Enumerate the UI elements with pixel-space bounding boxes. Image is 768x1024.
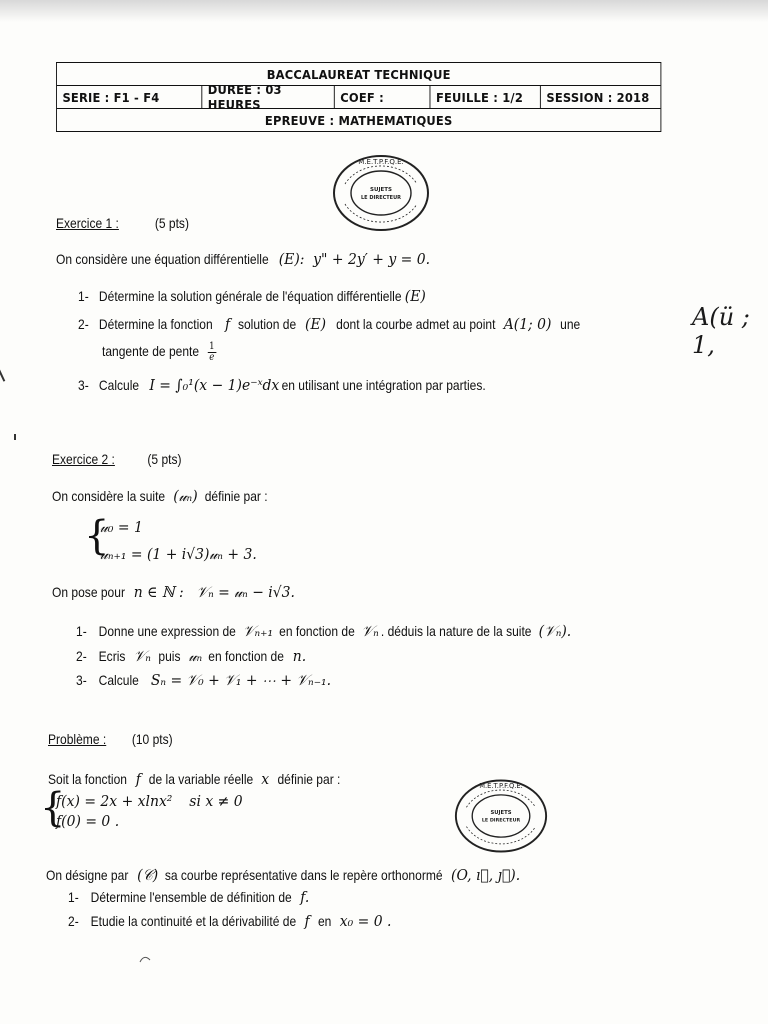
- problem-heading-line: [48, 730, 173, 748]
- exercise2-q2-c: en fonction de: [208, 648, 284, 664]
- exercise1-q2-b: solution de: [237, 316, 297, 332]
- exercise1-q1-text: Détermine la solution générale de l'équation différentielle: [98, 288, 402, 304]
- exam-header-table: [56, 62, 661, 132]
- exercise1-q3: [78, 376, 486, 394]
- slope-fraction: [208, 342, 217, 363]
- exercise2-pose-eq: 𝒱ₙ = 𝓊ₙ − i√3.: [196, 583, 296, 601]
- exercise2-pose-set: n ∈ ℕ :: [133, 583, 184, 601]
- header-title: BACCALAUREAT TECHNIQUE: [266, 66, 451, 82]
- exercise1-intro-line: [56, 250, 430, 268]
- exercise1-q1-num: 1-: [78, 288, 89, 304]
- exercise2-sys1-line: [100, 518, 143, 536]
- exercise1-eq-label: (E):: [278, 250, 305, 268]
- exercise1-q2-f: f: [224, 315, 230, 333]
- problem-q2: [68, 912, 392, 930]
- problem-system-brace: {: [40, 785, 66, 831]
- exercise1-points: (5 pts): [154, 215, 189, 231]
- exercise2-intro-b: définie par :: [204, 488, 268, 504]
- stamp-line2: LE DIRECTEUR: [360, 195, 402, 201]
- exercise2-sys1: 𝓊₀ = 1: [100, 518, 143, 536]
- problem-intro-c: définie par :: [277, 771, 341, 787]
- stamp2-line2: LE DIRECTEUR: [481, 818, 521, 824]
- problem-curve-line: [46, 866, 521, 884]
- problem-q1-f: f.: [300, 888, 310, 906]
- problem-intro-x: x: [261, 770, 270, 788]
- problem-points: (10 pts): [131, 731, 173, 747]
- scan-shadow: [0, 0, 768, 22]
- exercise2-q3-num: 3-: [76, 672, 87, 688]
- exercise2-seq: (𝓊ₙ): [173, 487, 199, 505]
- official-stamp-2: [453, 776, 549, 856]
- exercise1-q3-num: 3-: [78, 377, 89, 393]
- exercise2-q1: [76, 622, 571, 640]
- problem-q1-a: Détermine l'ensemble de définition de: [90, 889, 292, 905]
- exercise2-q1-v1: 𝒱ₙ₊₁: [242, 622, 273, 640]
- system-brace: {: [84, 513, 110, 559]
- exercise1-q2-eq: (E): [304, 315, 326, 333]
- exercise2-pose-line: [52, 583, 296, 601]
- exercise2-q1-v3: (𝒱ₙ).: [538, 622, 571, 640]
- header-epreuve: EPREUVE : MATHEMATIQUES: [264, 112, 453, 128]
- header-duree: DUREE : 03 HEURES: [202, 86, 334, 108]
- problem-q1-num: 1-: [68, 889, 79, 905]
- exercise2-q1-a: Donne une expression de: [98, 623, 236, 639]
- exercise2-q1-num: 1-: [76, 623, 87, 639]
- exercise2-points: (5 pts): [147, 451, 182, 467]
- header-session: SESSION : 2018: [546, 89, 650, 105]
- official-stamp: [331, 154, 431, 232]
- problem-curve-a: On désigne par: [46, 867, 129, 883]
- exercise2-heading: Exercice 2 :: [52, 451, 115, 467]
- problem-intro-f: f: [135, 770, 141, 788]
- stamp-line1: SUJETS: [370, 187, 392, 193]
- exercise1-q1-eq: (E): [404, 287, 426, 305]
- scan-smudge: [138, 954, 152, 964]
- exercise1-q3-b: en utilisant une intégration par parties.: [281, 377, 486, 393]
- exercise2-q3-a: Calcule: [98, 672, 139, 688]
- exercise2-q2-v: 𝒱ₙ: [133, 647, 152, 665]
- exercise2-intro-line: [52, 487, 268, 505]
- problem-q2-x: x₀ = 0 .: [339, 912, 392, 930]
- header-serie: SERIE : F1 - F4: [57, 86, 202, 108]
- slope-numerator: 1: [209, 341, 215, 352]
- header-info-row: [57, 82, 661, 112]
- stamp2-ring-text: M.E.T.P.F.Q.E.: [479, 782, 523, 791]
- exercise1-q2-d: une: [560, 316, 581, 332]
- exercise2-q2-num: 2-: [76, 648, 87, 664]
- problem-intro-a: Soit la fonction: [48, 771, 127, 787]
- exercise1-equation: y" + 2y′ + y = 0.: [312, 250, 430, 268]
- problem-sys1-line: [56, 792, 243, 810]
- exercise2-q2-a: Ecris: [98, 648, 126, 664]
- problem-intro-b: de la variable réelle: [148, 771, 254, 787]
- exercise2-q2-b: puis: [158, 648, 181, 664]
- exercise2-q1-b: en fonction de: [279, 623, 355, 639]
- exercise1-q2-num: 2-: [78, 316, 89, 332]
- exercise2-q1-c: . déduis la nature de la suite: [380, 623, 532, 639]
- problem-q2-num: 2-: [68, 913, 79, 929]
- problem-sys2: f(0) = 0 .: [56, 812, 120, 830]
- exercise1-q3-a: Calcule: [98, 377, 140, 393]
- exercise2-sys2: 𝓊ₙ₊₁ = (1 + i√3)𝓊ₙ + 3.: [100, 545, 257, 563]
- exercise2-intro-a: On considère la suite: [52, 488, 166, 504]
- header-feuille: FEUILLE : 1/2: [430, 86, 540, 108]
- header-epreuve-row: [57, 109, 661, 131]
- problem-heading: Problème :: [48, 731, 107, 747]
- exercise1-heading-line: [56, 214, 189, 232]
- exercise1-q2-slope-line: [102, 342, 216, 363]
- exercise2-q3: [76, 671, 332, 689]
- problem-q2-b: en: [317, 913, 332, 929]
- exercise1-intro: On considère une équation différentielle: [56, 251, 269, 267]
- problem-q1: [68, 888, 309, 906]
- exercise1-q3-integral: I = ∫₀¹(x − 1)e⁻ˣdx: [149, 376, 280, 394]
- exercise2-q2-u: 𝓊ₙ: [189, 647, 203, 665]
- exercise1-q2-point: A(1; 0): [503, 315, 552, 333]
- scan-mark: [0, 366, 5, 381]
- header-title-row: [57, 63, 661, 86]
- handwritten-note: A(ü ; 1,: [692, 303, 750, 359]
- exercise1-q2-e: tangente de pente: [102, 343, 200, 360]
- exercise2-q2-n: n.: [292, 647, 306, 665]
- exercise1-q2-c: dont la courbe admet au point: [336, 316, 496, 332]
- exercise2-sys2-line: [100, 545, 257, 563]
- exercise2-q2: [76, 647, 305, 665]
- stamp-ring-text: M.E.T.P.F.Q.E.: [358, 158, 404, 166]
- problem-curve-c: (𝒞): [136, 866, 158, 884]
- problem-q2-a: Etudie la continuité et la dérivabilité de: [90, 913, 297, 929]
- exercise2-q3-sum: Sₙ = 𝒱₀ + 𝒱₁ + ⋯ + 𝒱ₙ₋₁.: [150, 671, 332, 689]
- problem-sys2-line: [56, 812, 120, 830]
- slope-denominator: e: [209, 352, 215, 363]
- exercise1-heading: Exercice 1 :: [56, 215, 119, 231]
- problem-sys1: f(x) = 2x + xlnx²: [56, 792, 173, 810]
- scan-mark: [14, 434, 16, 440]
- problem-curve-frame: (O, ı⃗, ȷ⃗).: [451, 866, 521, 884]
- exercise2-heading-line: [52, 450, 182, 468]
- exercise1-q1: [78, 287, 424, 305]
- problem-curve-b: sa courbe représentative dans le repère orthonormé: [164, 867, 443, 883]
- stamp2-line1: SUJETS: [490, 810, 512, 817]
- problem-sys1-cond: si x ≠ 0: [189, 792, 243, 810]
- exercise1-q2-a: Détermine la fonction: [98, 316, 213, 332]
- problem-intro-line: [48, 770, 340, 788]
- exercise2-pose-a: On pose pour: [52, 584, 125, 600]
- exercise2-q1-v2: 𝒱ₙ: [361, 622, 379, 640]
- exercise1-q2: [78, 315, 580, 333]
- problem-q2-f: f: [304, 912, 310, 930]
- header-coef: COEF :: [335, 86, 431, 108]
